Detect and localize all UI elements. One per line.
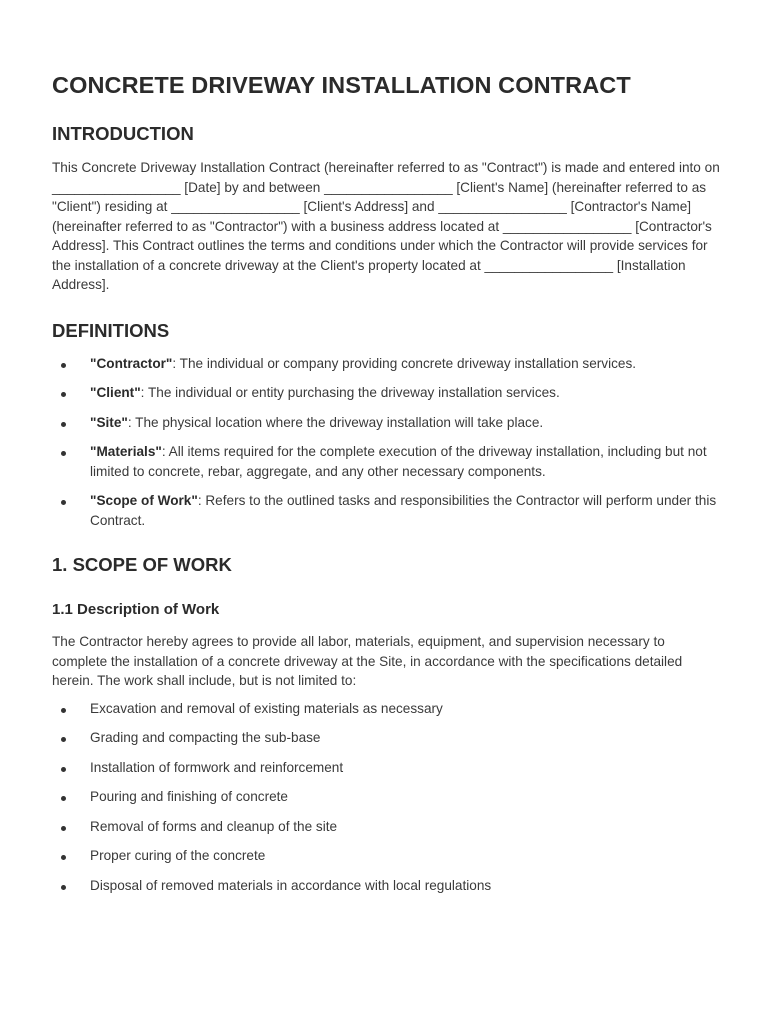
- document-page: [52, 70, 720, 905]
- definition-term: "Materials": [90, 444, 162, 459]
- definitions-heading: DEFINITIONS: [52, 319, 170, 341]
- bullet-icon: [61, 767, 66, 772]
- task-text: Proper curing of the concrete: [90, 848, 266, 863]
- task-text: Removal of forms and cleanup of the site: [90, 818, 338, 834]
- task-item: [52, 787, 720, 807]
- bullet-icon: [61, 708, 66, 713]
- definition-item: [52, 413, 720, 433]
- task-item: [52, 846, 720, 866]
- definitions-list: [52, 354, 720, 531]
- introduction-paragraph: This Concrete Driveway Installation Contract (hereinafter referred to as "Contract") is made and entered into on _________________ [Date] by and between _________________ [Client's Name] (hereinafter referred to as "Client") residing at _________________ [Client's Address] and _________________ [Contractor's Name] (hereinafter referred to as "Contractor") with a business address located at _________________ [Contractor's Address]. This Contract outlines the terms and conditions under which the Contractor will provide services for the installation of a concrete driveway at the Client's property located at _________________ [Installation Address].: [52, 160, 720, 292]
- definition-item: [52, 383, 720, 403]
- task-text: Installation of formwork and reinforcement: [90, 759, 344, 775]
- scope-heading: 1. SCOPE OF WORK: [52, 554, 232, 575]
- bullet-icon: [61, 422, 66, 427]
- definition-term: "Contractor": [90, 355, 173, 371]
- bullet-icon: [61, 796, 66, 801]
- bullet-icon: [61, 826, 66, 831]
- definition-item: [52, 491, 720, 530]
- tasks-list: [52, 699, 720, 896]
- definition-item: [52, 442, 720, 481]
- definition-item: [52, 354, 720, 374]
- definition-text: : The individual or company providing concrete driveway installation services.: [172, 355, 637, 371]
- description-paragraph: The Contractor hereby agrees to provide all labor, materials, equipment, and supervision necessary to complete the installation of a concrete driveway at the Site, in accordance with the specifications detailed herein. The work shall include, but is not limited to:: [52, 634, 683, 688]
- task-text: Disposal of removed materials in accordance with local regulations: [90, 877, 492, 893]
- bullet-icon: [61, 855, 66, 860]
- description-subheading: 1.1 Description of Work: [52, 601, 220, 618]
- bullet-icon: [61, 363, 66, 368]
- bullet-icon: [61, 392, 66, 397]
- definition-text: : Refers to the outlined tasks and responsibilities the Contractor will perform under this Contract.: [90, 493, 717, 528]
- definition-term: "Client": [90, 385, 141, 400]
- task-text: Pouring and finishing of concrete: [90, 789, 288, 804]
- definition-term: "Site": [90, 414, 128, 430]
- bullet-icon: [61, 500, 66, 505]
- task-item: [52, 876, 720, 896]
- definition-text: : The physical location where the driveway installation will take place.: [127, 414, 544, 430]
- task-text: Grading and compacting the sub-base: [90, 730, 321, 745]
- document-title: CONCRETE DRIVEWAY INSTALLATION CONTRACT: [52, 72, 631, 98]
- task-item: [52, 728, 720, 748]
- task-text: Excavation and removal of existing materials as necessary: [90, 700, 443, 716]
- task-item: [52, 699, 720, 719]
- introduction-heading: INTRODUCTION: [52, 123, 194, 144]
- task-item: [52, 817, 720, 837]
- bullet-icon: [61, 451, 66, 456]
- definition-text: : All items required for the complete execution of the driveway installation, including but not limited to concrete, rebar, aggregate, and any other necessary components.: [90, 444, 707, 479]
- definition-term: "Scope of Work": [90, 493, 198, 508]
- bullet-icon: [61, 737, 66, 742]
- definition-text: : The individual or entity purchasing the driveway installation services.: [140, 385, 560, 400]
- bullet-icon: [61, 885, 66, 890]
- task-item: [52, 758, 720, 778]
